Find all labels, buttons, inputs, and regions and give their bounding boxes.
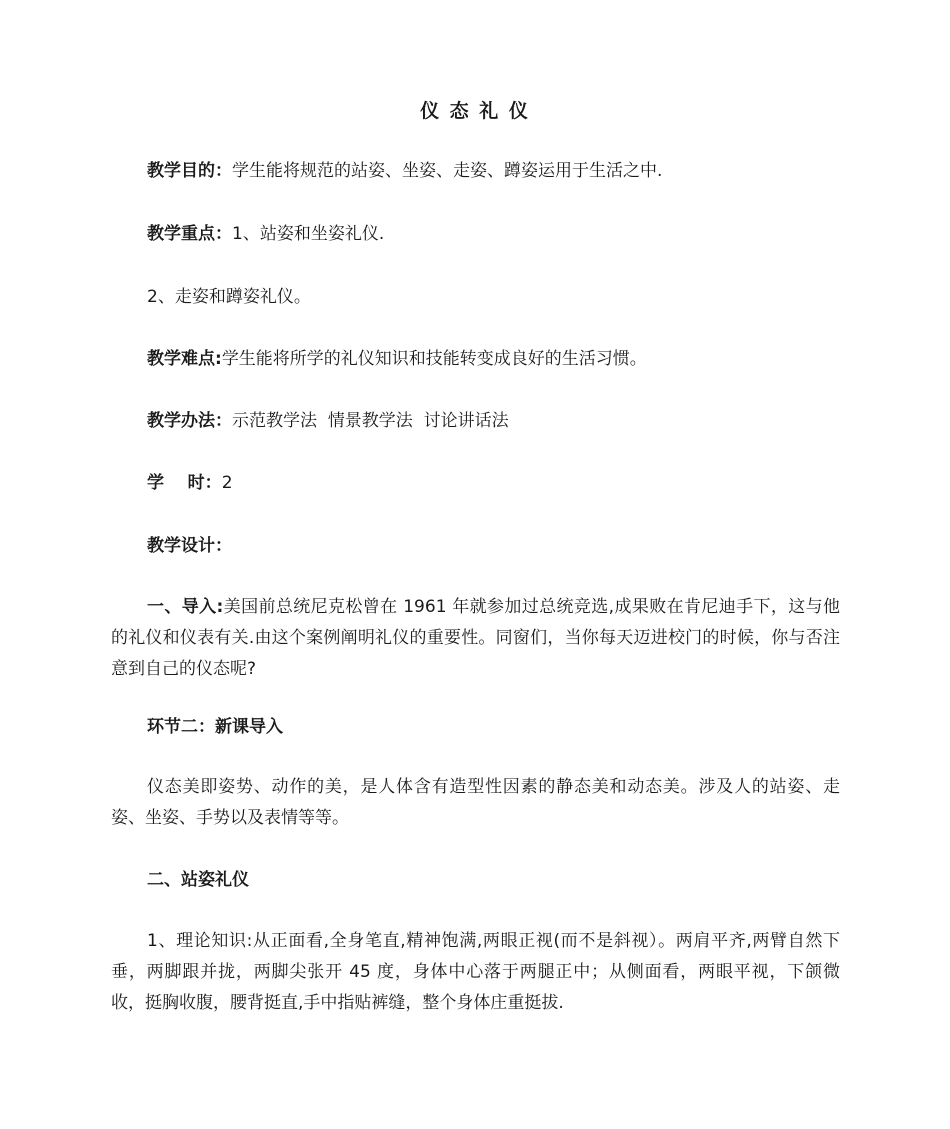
concept-paragraph xyxy=(111,772,840,834)
methods-label: 教学办法： xyxy=(147,411,232,431)
methods-line xyxy=(147,408,509,434)
difficulty-label: 教学难点: xyxy=(147,349,222,369)
hours-line xyxy=(147,470,233,496)
section2-label: 环节二：新课导入 xyxy=(147,717,283,737)
key-points-text-2: 2、走姿和蹲姿礼仪。 xyxy=(147,287,311,307)
key-points-label: 教学重点： xyxy=(147,224,232,244)
intro-paragraph xyxy=(111,592,840,685)
key-points-line xyxy=(147,221,384,247)
intro-label: 一、导入: xyxy=(147,597,224,617)
document-title: 仪 态 礼 仪 xyxy=(420,100,530,122)
design-label: 教学设计： xyxy=(147,536,232,556)
intro-text: 美国前总统尼克松曾在 1961 年就参加过总统竞选,成果败在肯尼迪手下，这与他的礼仪和仪表有关.由这个案例阐明礼仪的重要性。同窗们，当你每天迈进校门的时候，你与否注意到自己的仪态呢? xyxy=(111,597,840,679)
objective-line xyxy=(147,158,662,184)
key-points-line-2 xyxy=(147,284,311,310)
methods-text: 示范教学法 情景教学法 讨论讲话法 xyxy=(232,411,509,431)
standing-label: 二、站姿礼仪 xyxy=(147,870,249,890)
standing-heading xyxy=(147,867,249,893)
hours-label: 学 时： xyxy=(147,473,222,493)
section2-heading xyxy=(147,714,283,740)
hours-text: 2 xyxy=(221,473,233,493)
theory-paragraph xyxy=(111,926,840,1019)
objective-text: 学生能将规范的站姿、坐姿、走姿、蹲姿运用于生活之中. xyxy=(232,161,663,181)
objective-label: 教学目的： xyxy=(147,161,232,181)
concept-text: 仪态美即姿势、动作的美，是人体含有造型性因素的静态美和动态美。涉及人的站姿、走姿、坐姿、手势以及表情等等。 xyxy=(111,777,840,828)
difficulty-line xyxy=(147,346,647,372)
design-line xyxy=(147,533,232,559)
theory-text: 1、理论知识:从正面看,全身笔直,精神饱满,两眼正视(而不是斜视）。两肩平齐,两臂自然下垂，两脚跟并拢，两脚尖张开 45 度，身体中心落于两腿正中；从侧面看，两眼平视，下颌微收，挺胸收腹，腰背挺直,手中指贴裤缝，整个身体庄重挺拔. xyxy=(111,931,840,1013)
difficulty-text: 学生能将所学的礼仪知识和技能转变成良好的生活习惯。 xyxy=(221,349,647,369)
key-points-text: 1、站姿和坐姿礼仪. xyxy=(232,224,385,244)
